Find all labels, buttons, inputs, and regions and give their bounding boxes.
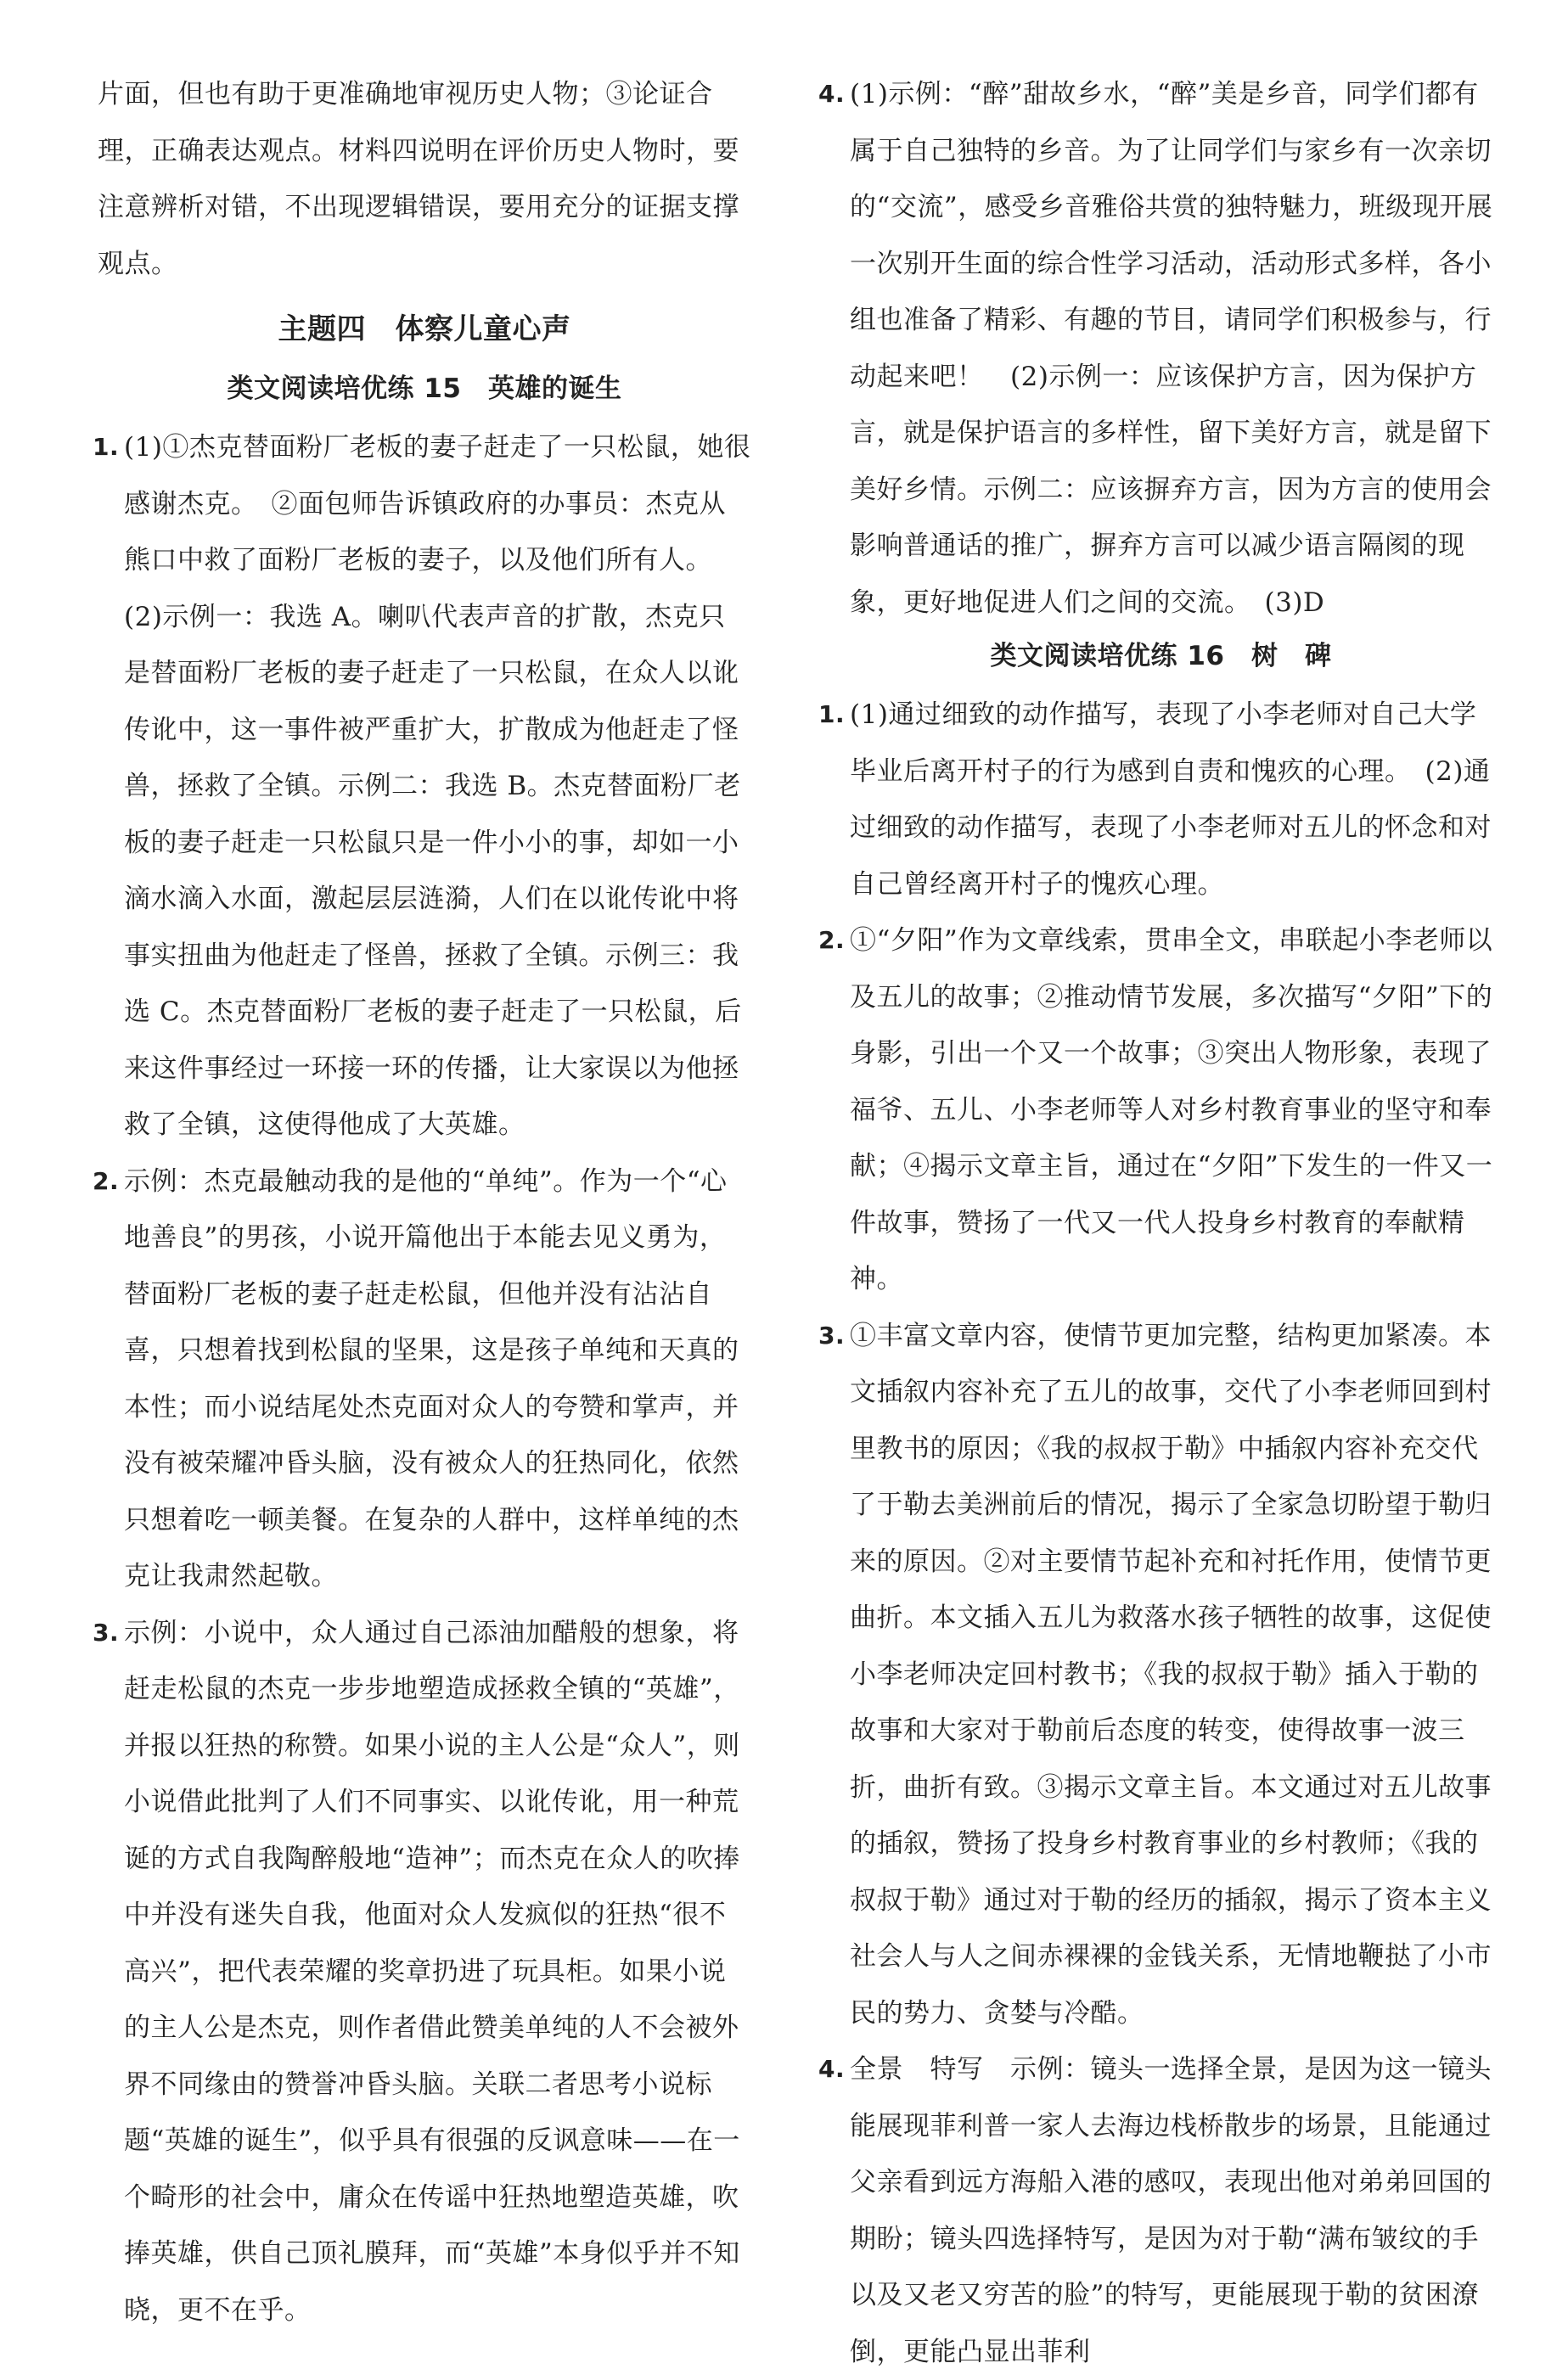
item-text: (1)示例：“醉”甜故乡水，“醉”美是乡音，同学们都有属于自己独特的乡音。为了让同学们与家乡有一次亲切的“交流”，感受乡音雅俗共赏的独特魅力，班级现开展一次别开生面的综合性学习活动，活动形式多样，各小组也准备了精彩、有趣的节目，请同学们积极参与，行动起来吧！ (2)示例一：应该保护方言，因为保护方言，就是保护语言的多样性，留下美好方言，就是留下美好乡情。示例二：应该摒弃方言，因为方言的使用会影响普通话的推广，摒弃方言可以减少语言隔阂的现象，更好地促进人们之间的交流。 (3)D <box>850 79 1493 618</box>
left-column <box>93 66 751 2338</box>
item-number: 1. <box>818 700 846 728</box>
item-text: 示例：杰克最触动我的是他的“单纯”。作为一个“心地善良”的男孩，小说开篇他出于本能去见义勇为，替面粉厂老板的妻子赶走松鼠，但他并没有沾沾自喜，只想着找到松鼠的坚果，这是孩子单纯和天真的本性；而小说结尾处杰克面对众人的夸赞和掌声，并没有被荣耀冲昏头脑，没有被众人的狂热同化，依然只想着吃一顿美餐。在复杂的人群中，这样单纯的杰克让我肃然起敬。 <box>124 1165 739 1591</box>
answer-item-4 <box>818 2041 1498 2380</box>
item-number: 1. <box>93 433 120 461</box>
item-text: ①“夕阳”作为文章线索，贯串全文，串联起小李老师以及五儿的故事；②推动情节发展，多次描写“夕阳”下的身影，引出一个又一个故事；③突出人物形象，表现了福爷、五儿、小李老师等人对乡村教育事业的坚守和奉献；④揭示文章主旨，通过在“夕阳”下发生的一件又一件故事，赞扬了一代又一代人投身乡村教育的奉献精神。 <box>850 925 1493 1294</box>
item-text: 全景 特写 示例：镜头一选择全景，是因为这一镜头能展现菲利普一家人去海边栈桥散步的场景，且能通过父亲看到远方海船入港的感叹，表现出他对弟弟回国的期盼；镜头四选择特写，是因为对于勒“满布皱纹的手以及又老又穷苦的脸”的特写，更能展现于勒的贫困潦倒，更能凸显出菲利 <box>850 2054 1492 2367</box>
item-text: 示例：小说中，众人通过自己添油加醋般的想象，将赶走松鼠的杰克一步步地塑造成拯救全镇的“英雄”，并报以狂热的称赞。如果小说的主人公是“众人”，则小说借此批判了人们不同事实、以讹传讹，用一种荒诞的方式自我陶醉般地“造神”；而杰克在众人的吹捧中并没有迷失自我，他面对众人发疯似的狂热“很不高兴”，把代表荣耀的奖章扔进了玩具柜。如果小说的主人公是杰克，则作者借此赞美单纯的人不会被外界不同缘由的赞誉冲昏头脑。关联二者思考小说标题“英雄的诞生”，似乎具有很强的反讽意味——在一个畸形的社会中，庸众在传谣中狂热地塑造英雄，吹捧英雄，供自己顶礼膜拜，而“英雄”本身似乎并不知晓，更不在乎。 <box>124 1617 740 2326</box>
answer-item-1 <box>818 687 1498 912</box>
intro-paragraph: 片面，但也有助于更准确地审视历史人物；③论证合理，正确表达观点。材料四说明在评价历史人物时，要注意辨析对错，不出现逻辑错误，要用充分的证据支撑观点。 <box>98 79 739 279</box>
column-divider <box>785 51 786 2147</box>
item-number: 3. <box>93 1618 120 1647</box>
item-text: (1)①杰克替面粉厂老板的妻子赶走了一只松鼠，她很感谢杰克。 ②面包师告诉镇政府的办事员：杰克从熊口中救了面粉厂老板的妻子，以及他们所有人。 (2)示例一：我选 A。喇叭代表声音的扩散，杰克只是替面粉厂老板的妻子赶走了一只松鼠，在众人以讹传讹中，这一事件被严重扩大，扩散成为他赶走了怪兽，拯救了全镇。示例二：我选 B。杰克替面粉厂老板的妻子赶走一只松鼠只是一件小小的事，却如一小滴水滴入水面，激起层层涟漪，人们在以讹传讹中将事实扭曲为他赶走了怪兽，拯救了全镇。示例三：我选 C。杰克替面粉厂老板的妻子赶走了一只松鼠，后来这件事经过一环接一环的传播，让大家误以为他拯救了全镇，这使得他成了大英雄。 <box>124 432 751 1140</box>
item-number: 2. <box>818 926 846 954</box>
item-number: 3. <box>818 1321 846 1350</box>
answer-item-3 <box>818 1308 1498 2042</box>
item-text: (1)通过细致的动作描写，表现了小李老师对自己大学毕业后离开村子的行为感到自责和愧疚的心理。 (2)通过细致的动作描写，表现了小李老师对五儿的怀念和对自己曾经离开村子的愧疚心理。 <box>850 699 1492 900</box>
item-number: 4. <box>818 80 846 108</box>
answer-item-2 <box>818 912 1498 1308</box>
exercise-title-15: 类文阅读培优练 15 英雄的诞生 <box>227 373 622 404</box>
exercise-title-16: 类文阅读培优练 16 树 碑 <box>990 641 1332 671</box>
right-column <box>818 66 1498 2380</box>
answer-item-4-prev <box>818 66 1498 631</box>
item-number: 4. <box>818 2055 846 2083</box>
answer-item-3 <box>93 1605 751 2339</box>
answer-item-2 <box>93 1154 751 1605</box>
topic-title: 主题四 体察儿童心声 <box>278 312 571 346</box>
item-number: 2. <box>93 1166 120 1195</box>
item-text: ①丰富文章内容，使情节更加完整，结构更加紧凑。本文插叙内容补充了五儿的故事，交代了小李老师回到村里教书的原因；《我的叔叔于勒》中插叙内容补充交代了于勒去美洲前后的情况，揭示了全家急切盼望于勒归来的原因。②对主要情节起补充和衬托作用，使情节更曲折。本文插入五儿为救落水孩子牺牲的故事，这促使小李老师决定回村教书；《我的叔叔于勒》插入于勒的故事和大家对于勒前后态度的转变，使得故事一波三折，曲折有致。③揭示文章主旨。本文通过对五儿故事的插叙，赞扬了投身乡村教育事业的乡村教师；《我的叔叔于勒》通过对于勒的经历的插叙，揭示了资本主义社会人与人之间赤裸裸的金钱关系，无情地鞭挞了小市民的势力、贪婪与冷酷。 <box>850 1320 1492 2029</box>
answer-item-1 <box>93 419 751 1154</box>
